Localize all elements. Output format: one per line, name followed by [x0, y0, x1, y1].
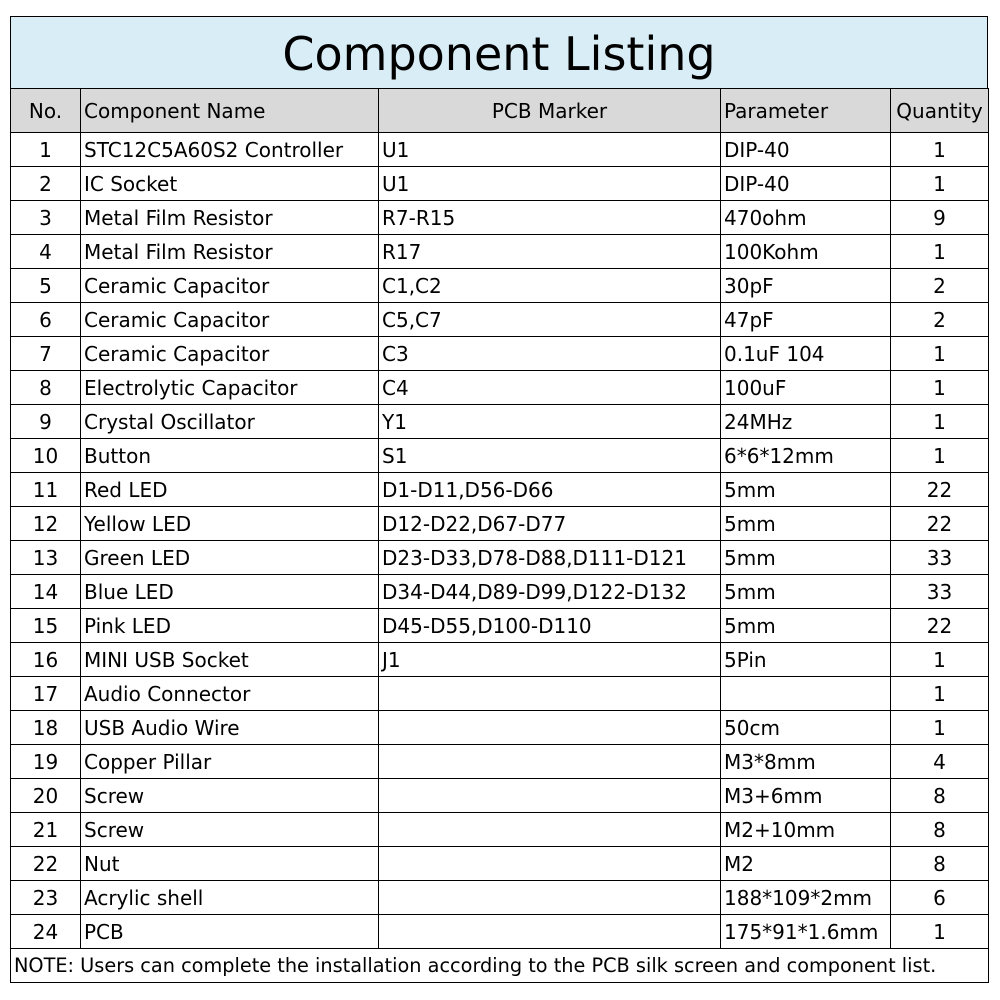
page-title: Component Listing — [10, 16, 988, 88]
cell-no: 12 — [11, 507, 81, 541]
cell-component-name: MINI USB Socket — [81, 643, 379, 677]
cell-component-name: Nut — [81, 847, 379, 881]
table-body — [11, 133, 989, 949]
cell-pcb-marker: D34-D44,D89-D99,D122-D132 — [379, 575, 721, 609]
cell-no: 8 — [11, 371, 81, 405]
table-row — [11, 201, 989, 235]
table-row — [11, 269, 989, 303]
table-header-row — [11, 89, 989, 133]
cell-component-name: Metal Film Resistor — [81, 201, 379, 235]
cell-pcb-marker: D1-D11,D56-D66 — [379, 473, 721, 507]
cell-parameter: 5mm — [721, 473, 891, 507]
cell-component-name: Blue LED — [81, 575, 379, 609]
table-row — [11, 337, 989, 371]
cell-quantity: 2 — [891, 269, 989, 303]
cell-quantity: 8 — [891, 847, 989, 881]
header-quantity: Quantity — [891, 89, 989, 133]
cell-pcb-marker: U1 — [379, 167, 721, 201]
table-row — [11, 643, 989, 677]
cell-parameter: 5mm — [721, 541, 891, 575]
cell-quantity: 1 — [891, 677, 989, 711]
cell-pcb-marker — [379, 915, 721, 949]
cell-parameter: 5mm — [721, 575, 891, 609]
table-row — [11, 609, 989, 643]
cell-component-name: IC Socket — [81, 167, 379, 201]
cell-pcb-marker: S1 — [379, 439, 721, 473]
table-row — [11, 405, 989, 439]
cell-quantity: 9 — [891, 201, 989, 235]
component-listing-sheet — [10, 16, 988, 983]
cell-no: 14 — [11, 575, 81, 609]
cell-quantity: 1 — [891, 235, 989, 269]
cell-component-name: Pink LED — [81, 609, 379, 643]
cell-quantity: 1 — [891, 711, 989, 745]
cell-no: 6 — [11, 303, 81, 337]
cell-quantity: 1 — [891, 439, 989, 473]
cell-parameter: 30pF — [721, 269, 891, 303]
cell-component-name: Ceramic Capacitor — [81, 337, 379, 371]
cell-no: 20 — [11, 779, 81, 813]
cell-parameter: 47pF — [721, 303, 891, 337]
table-row — [11, 439, 989, 473]
cell-no: 1 — [11, 133, 81, 167]
cell-quantity: 33 — [891, 541, 989, 575]
note-row — [11, 949, 989, 983]
header-pcb-marker: PCB Marker — [379, 89, 721, 133]
table-row — [11, 779, 989, 813]
cell-no: 2 — [11, 167, 81, 201]
cell-quantity: 1 — [891, 405, 989, 439]
cell-component-name: Audio Connector — [81, 677, 379, 711]
cell-quantity: 8 — [891, 779, 989, 813]
header-parameter: Parameter — [721, 89, 891, 133]
cell-pcb-marker: D23-D33,D78-D88,D111-D121 — [379, 541, 721, 575]
cell-pcb-marker: R17 — [379, 235, 721, 269]
cell-no: 10 — [11, 439, 81, 473]
cell-no: 13 — [11, 541, 81, 575]
cell-component-name: Green LED — [81, 541, 379, 575]
cell-no: 24 — [11, 915, 81, 949]
cell-pcb-marker: C3 — [379, 337, 721, 371]
cell-quantity: 1 — [891, 167, 989, 201]
cell-pcb-marker — [379, 813, 721, 847]
cell-component-name: Yellow LED — [81, 507, 379, 541]
cell-quantity: 1 — [891, 133, 989, 167]
cell-quantity: 6 — [891, 881, 989, 915]
header-component-name: Component Name — [81, 89, 379, 133]
header-no: No. — [11, 89, 81, 133]
cell-parameter: M2+10mm — [721, 813, 891, 847]
cell-no: 7 — [11, 337, 81, 371]
cell-component-name: STC12C5A60S2 Controller — [81, 133, 379, 167]
cell-pcb-marker: U1 — [379, 133, 721, 167]
cell-pcb-marker — [379, 847, 721, 881]
cell-no: 15 — [11, 609, 81, 643]
cell-parameter — [721, 677, 891, 711]
installation-note: NOTE: Users can complete the installation according to the PCB silk screen and component list. — [11, 949, 989, 983]
cell-pcb-marker: C5,C7 — [379, 303, 721, 337]
cell-no: 5 — [11, 269, 81, 303]
cell-pcb-marker — [379, 779, 721, 813]
cell-pcb-marker: D12-D22,D67-D77 — [379, 507, 721, 541]
cell-component-name: Metal Film Resistor — [81, 235, 379, 269]
cell-pcb-marker: D45-D55,D100-D110 — [379, 609, 721, 643]
cell-parameter: 6*6*12mm — [721, 439, 891, 473]
cell-pcb-marker: R7-R15 — [379, 201, 721, 235]
cell-quantity: 1 — [891, 337, 989, 371]
cell-quantity: 22 — [891, 473, 989, 507]
table-row — [11, 133, 989, 167]
table-row — [11, 711, 989, 745]
cell-no: 17 — [11, 677, 81, 711]
cell-quantity: 1 — [891, 915, 989, 949]
cell-parameter: DIP-40 — [721, 167, 891, 201]
cell-parameter: 5mm — [721, 507, 891, 541]
cell-parameter: 470ohm — [721, 201, 891, 235]
cell-component-name: Screw — [81, 813, 379, 847]
table-row — [11, 575, 989, 609]
cell-parameter: 5mm — [721, 609, 891, 643]
cell-no: 23 — [11, 881, 81, 915]
cell-parameter: M3*8mm — [721, 745, 891, 779]
cell-quantity: 8 — [891, 813, 989, 847]
cell-parameter: 24MHz — [721, 405, 891, 439]
cell-quantity: 22 — [891, 609, 989, 643]
cell-no: 4 — [11, 235, 81, 269]
cell-pcb-marker — [379, 711, 721, 745]
cell-parameter: M2 — [721, 847, 891, 881]
table-row — [11, 507, 989, 541]
table-row — [11, 847, 989, 881]
cell-parameter: M3+6mm — [721, 779, 891, 813]
cell-pcb-marker — [379, 677, 721, 711]
cell-quantity: 1 — [891, 643, 989, 677]
cell-parameter: 175*91*1.6mm — [721, 915, 891, 949]
table-row — [11, 813, 989, 847]
cell-parameter: 188*109*2mm — [721, 881, 891, 915]
cell-parameter: 5Pin — [721, 643, 891, 677]
cell-no: 11 — [11, 473, 81, 507]
cell-component-name: Red LED — [81, 473, 379, 507]
cell-pcb-marker: C4 — [379, 371, 721, 405]
table-row — [11, 915, 989, 949]
cell-pcb-marker: C1,C2 — [379, 269, 721, 303]
cell-parameter: 0.1uF 104 — [721, 337, 891, 371]
cell-quantity: 22 — [891, 507, 989, 541]
cell-parameter: 100Kohm — [721, 235, 891, 269]
table-row — [11, 745, 989, 779]
cell-component-name: Screw — [81, 779, 379, 813]
cell-component-name: Ceramic Capacitor — [81, 269, 379, 303]
cell-quantity: 2 — [891, 303, 989, 337]
cell-quantity: 4 — [891, 745, 989, 779]
cell-no: 9 — [11, 405, 81, 439]
cell-no: 19 — [11, 745, 81, 779]
table-row — [11, 541, 989, 575]
table-row — [11, 167, 989, 201]
cell-component-name: PCB — [81, 915, 379, 949]
cell-no: 21 — [11, 813, 81, 847]
table-row — [11, 303, 989, 337]
cell-no: 18 — [11, 711, 81, 745]
table-row — [11, 371, 989, 405]
table-row — [11, 473, 989, 507]
cell-component-name: Button — [81, 439, 379, 473]
cell-pcb-marker: J1 — [379, 643, 721, 677]
table-row — [11, 677, 989, 711]
cell-pcb-marker — [379, 881, 721, 915]
cell-component-name: Acrylic shell — [81, 881, 379, 915]
cell-component-name: Copper Pillar — [81, 745, 379, 779]
cell-component-name: Crystal Oscillator — [81, 405, 379, 439]
table-row — [11, 235, 989, 269]
cell-quantity: 33 — [891, 575, 989, 609]
component-table — [10, 88, 989, 983]
table-row — [11, 881, 989, 915]
cell-component-name: Ceramic Capacitor — [81, 303, 379, 337]
cell-no: 16 — [11, 643, 81, 677]
cell-no: 22 — [11, 847, 81, 881]
cell-parameter: 50cm — [721, 711, 891, 745]
cell-pcb-marker: Y1 — [379, 405, 721, 439]
cell-parameter: DIP-40 — [721, 133, 891, 167]
cell-component-name: Electrolytic Capacitor — [81, 371, 379, 405]
cell-quantity: 1 — [891, 371, 989, 405]
cell-parameter: 100uF — [721, 371, 891, 405]
cell-no: 3 — [11, 201, 81, 235]
cell-pcb-marker — [379, 745, 721, 779]
cell-component-name: USB Audio Wire — [81, 711, 379, 745]
